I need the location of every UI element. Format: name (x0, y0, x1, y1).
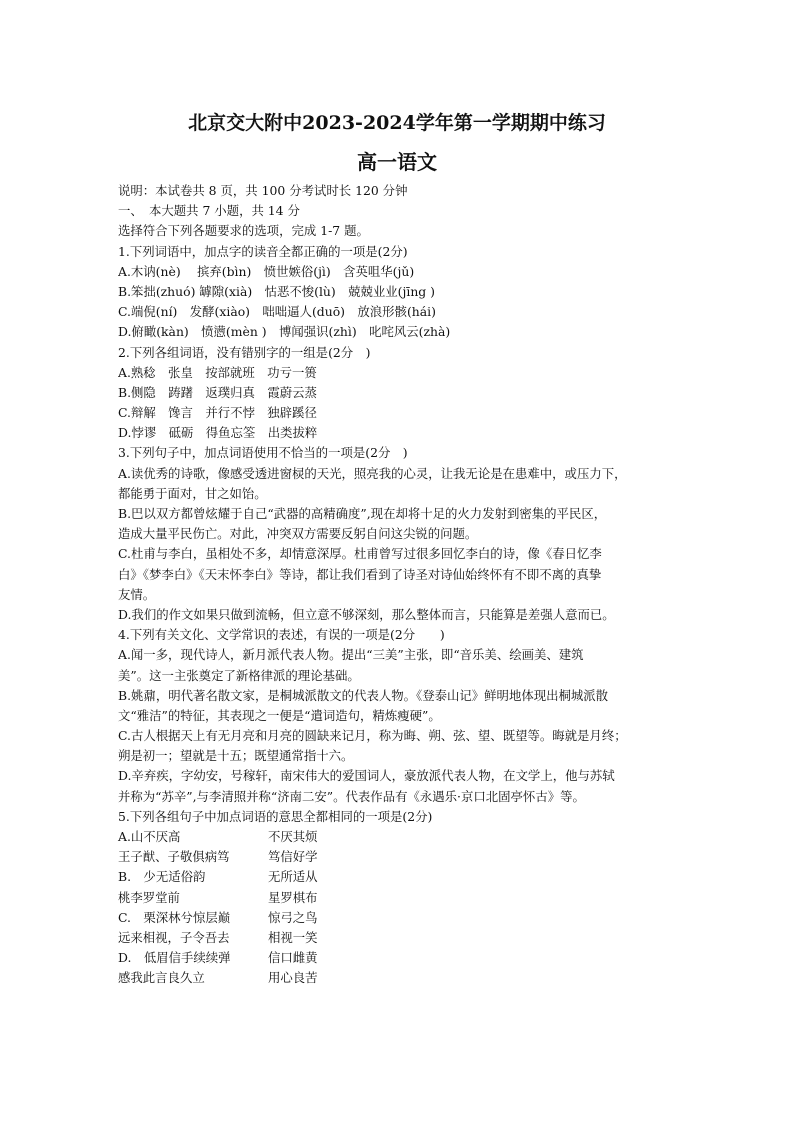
option-b-line: 造成大量平民伤亡。对此，冲突双方需要反躬自问这尖锐的问题。 (118, 526, 478, 542)
option-a-line: A.闻一多，现代诗人，新月派代表人物。提出“三美”主张，即“音乐美、绘画美、建筑 (118, 647, 584, 663)
option-a-line: 美”。这一主张奠定了新格律派的理论基础。 (118, 667, 360, 683)
option-d-line: 并称为“苏辛”,与李清照并称“济南二安”。代表作品有《永遇乐·京口北固亭怀古》等。 (118, 788, 585, 804)
phrase-left: B. 少无适俗韵 (118, 869, 206, 885)
option-b-line: B.姚鼐，明代著名散文家，是桐城派散文的代表人物。《登泰山记》鲜明地体现出桐城派散 (118, 687, 609, 703)
phrase-left: 王子猷、子敬俱病笃 (118, 849, 230, 865)
option-a-line: A.读优秀的诗歌，像感受透进窗棂的天光，照亮我的心灵，让我无论是在患难中，或压力下， (118, 465, 627, 481)
phrase-pair (118, 928, 684, 948)
phrase-pair (118, 867, 684, 887)
phrase-right: 星罗棋布 (268, 889, 318, 905)
option-d: D.俯瞰(kàn) 愤懑(mèn ) 博闻强识(zhì) 叱咤风云(zhà) (118, 324, 451, 340)
phrase-left: D. 低眉信手续续弹 (118, 950, 231, 966)
option-c-line: C.杜甫与李白，虽相处不多，却情意深厚。杜甫曾写过很多回忆李白的诗，像《春日忆李 (118, 546, 602, 562)
option-c-line: 朔是初一；望就是十五；既望通常指十六。 (118, 748, 354, 764)
phrase-right: 信口雌黄 (268, 950, 318, 966)
phrase-left: 感我此言良久立 (118, 970, 205, 986)
question-stem: 5.下列各组句子中加点词语的意思全都相同的一项是(2分) (118, 808, 433, 824)
option-b: B.侧隐 踌躇 返璞归真 霞蔚云蒸 (118, 384, 317, 400)
phrase-pair (118, 968, 684, 988)
section-heading: 一、 本大题共 7 小题，共 14 分 (118, 203, 300, 219)
option-a: A.熟稔 张皇 按部就班 功亏一篑 (118, 364, 317, 380)
phrase-left: A.山不厌高 (118, 829, 181, 844)
option-b: B.笨拙(zhuó) 罅隙(xià) 怙恶不悛(lù) 兢兢业业(jīng ) (118, 283, 436, 299)
question-stem: 3.下列句子中，加点词语使用不恰当的一项是(2分 ) (118, 445, 408, 461)
phrase-right: 无所适从 (268, 869, 318, 885)
phrase-right: 用心良苦 (268, 970, 318, 986)
phrase-pair (118, 888, 684, 908)
option-c-line: 白》《梦李白》《天末怀李白》等诗，都让我们看到了诗圣对诗仙始终怀有不即不离的真挚 (118, 566, 602, 582)
option-c: C.辩解 馋言 并行不悖 独辟蹊径 (118, 405, 317, 421)
phrase-left: 桃李罗堂前 (118, 889, 180, 905)
question-1 (118, 242, 684, 343)
phrase-pair (118, 908, 684, 928)
exam-note: 说明：本试卷共 8 页，共 100 分考试时长 120 分钟 (118, 183, 408, 198)
exam-title: 北京交大附中2023-2024学年第一学期期中练习 (188, 112, 606, 134)
phrase-right: 相视一笑 (268, 929, 318, 945)
question-stem: 1.下列词语中，加点字的读音全都正确的一项是(2分) (118, 243, 408, 259)
phrase-right: 惊弓之鸟 (268, 909, 318, 925)
question-5 (118, 807, 684, 989)
option-c: C.端倪(ní) 发酵(xiào) 咄咄逼人(duō) 放浪形骸(hái) (118, 304, 436, 320)
option-b-line: B.巴以双方都曾炫耀于自己“武器的高精确度”,现在却将十足的火力发射到密集的平民区， (118, 506, 607, 521)
option-a: A.木讷(nè) 摈弃(bìn) 愤世嫉俗(jì) 含英咀华(jǔ) (118, 263, 415, 279)
option-c-line: 友情。 (118, 586, 156, 602)
phrase-pair (118, 847, 684, 867)
option-a-line: 都能勇于面对，甘之如饴。 (118, 485, 267, 501)
phrase-right: 不厌其烦 (268, 829, 318, 844)
phrase-pair (118, 948, 684, 968)
question-2 (118, 343, 684, 444)
exam-subject: 高一语文 (357, 150, 437, 174)
option-d: D.悖谬 砥砺 得鱼忘筌 出类拔粹 (118, 425, 318, 441)
phrase-right: 笃信好学 (268, 849, 318, 865)
option-b-line: 文“雅洁”的特征，其表现之一便是“遣词造句，精炼瘦硬”。 (118, 707, 441, 723)
phrase-pair (118, 827, 684, 847)
section-instruction: 选择符合下列各题要求的选项，完成 1-7 题。 (118, 223, 369, 239)
option-c-line: C.古人根据天上有无月亮和月亮的圆缺来记月，称为晦、朔、弦、望、既望等。晦就是月终； (118, 728, 627, 744)
option-d-line: D.辛弃疾，字幼安，号稼轩，南宋伟大的爱国词人，豪放派代表人物，在文学上，他与苏轼 (118, 768, 615, 784)
exam-body (118, 181, 684, 989)
question-3 (118, 443, 684, 625)
phrase-left: C. 栗深林兮惊层巅 (118, 909, 231, 925)
question-4 (118, 625, 684, 807)
option-d: D.我们的作文如果只做到流畅，但立意不够深刻，那么整体而言，只能算是差强人意而已。 (118, 606, 615, 622)
phrase-left: 远来相视，子令吾去 (118, 929, 230, 945)
question-stem: 2.下列各组词语，没有错别字的一组是(2分 ) (118, 344, 371, 360)
question-stem: 4.下列有关文化、文学常识的表述，有误的一项是(2分 ) (118, 627, 445, 643)
